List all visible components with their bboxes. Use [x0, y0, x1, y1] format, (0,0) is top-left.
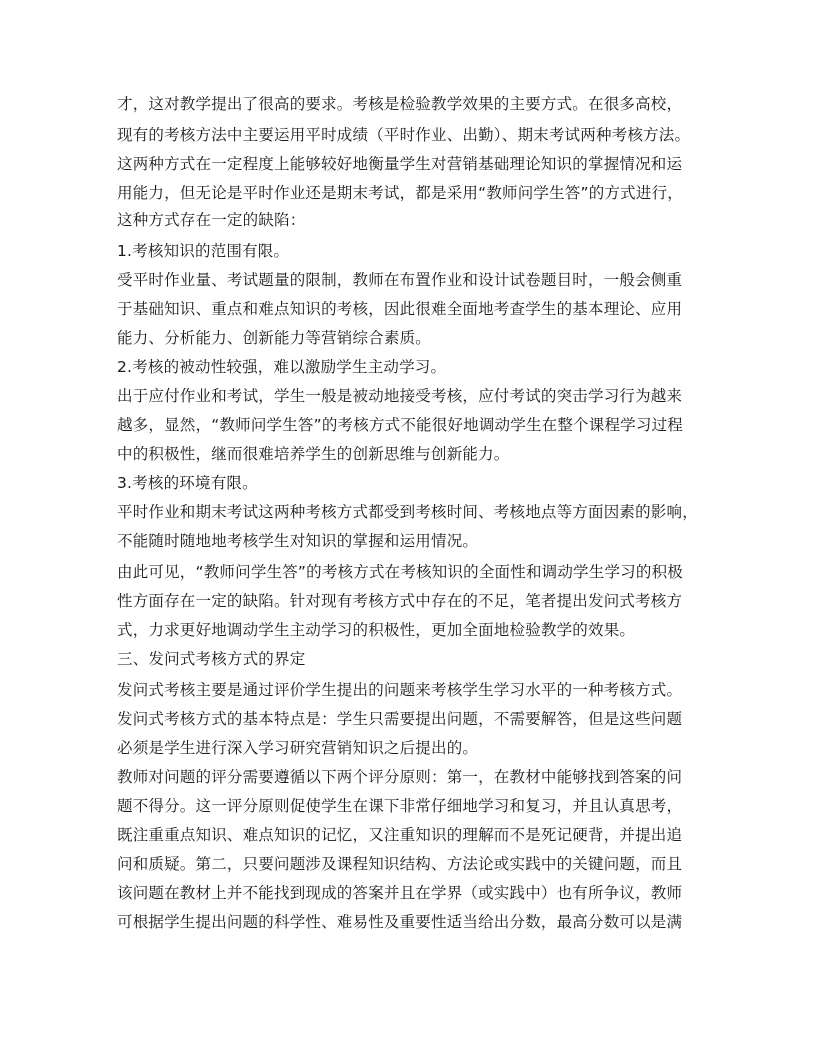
- text-line: 这两种方式在一定程度上能够较好地衡量学生对营销基础理论知识的掌握情况和运: [117, 155, 683, 173]
- text-line: 可根据学生提出问题的科学性、难易性及重要性适当给出分数，最高分数可以是满: [117, 913, 683, 931]
- text-line: 发问式考核方式的基本特点是：学生只需要提出问题，不需要解答，但是这些问题: [117, 710, 683, 728]
- text-line: 能力、分析能力、创新能力等营销综合素质。: [117, 329, 432, 347]
- text-line: 教师对问题的评分需要遵循以下两个评分原则：第一，在教材中能够找到答案的问: [117, 768, 683, 786]
- section-heading: 3.考核的环境有限。: [117, 474, 258, 492]
- text-line: 才，这对教学提出了很高的要求。考核是检验教学效果的主要方式。在很多高校，: [117, 95, 683, 113]
- text-line: 中的积极性，继而很难培养学生的创新思维与创新能力。: [117, 445, 510, 463]
- text-line: 不能随时随地地考核学生对知识的掌握和运用情况。: [117, 532, 479, 550]
- text-line: 题不得分。这一评分原则促使学生在课下非常仔细地学习和复习，并且认真思考，: [117, 797, 683, 815]
- text-line: 既注重重点知识、难点知识的记忆，又注重知识的理解而不是死记硬背，并提出追: [117, 826, 683, 844]
- text-line: 出于应付作业和考试，学生一般是被动地接受考核，应付考试的突击学习行为越来: [117, 387, 683, 405]
- text-line: 这种方式存在一定的缺陷：: [117, 211, 306, 229]
- section-heading: 三、发问式考核方式的界定: [117, 650, 306, 668]
- text-line: 必须是学生进行深入学习研究营销知识之后提出的。: [117, 739, 479, 757]
- text-line: 平时作业和期末考试这两种考核方式都受到考核时间、考核地点等方面因素的影响，: [117, 503, 698, 521]
- section-heading: 2.考核的被动性较强，难以激励学生主动学习。: [117, 358, 447, 376]
- text-line: 越多，显然，“教师问学生答”的考核方式不能很好地调动学生在整个课程学习过程: [117, 416, 683, 434]
- text-line: 式，力求更好地调动学生主动学习的积极性，更加全面地检验教学的效果。: [117, 621, 636, 639]
- text-line: 性方面存在一定的缺陷。针对现有考核方式中存在的不足，笔者提出发问式考核方: [117, 592, 683, 610]
- text-line: 于基础知识、重点和难点知识的考核，因此很难全面地考查学生的基本理论、应用: [117, 300, 683, 318]
- text-line: 由此可见，“教师问学生答”的考核方式在考核知识的全面性和调动学生学习的积极: [117, 563, 683, 581]
- text-line: 受平时作业量、考试题量的限制，教师在布置作业和设计试卷题目时，一般会侧重: [117, 271, 683, 289]
- text-line: 用能力，但无论是平时作业还是期末考试，都是采用“教师问学生答”的方式进行，: [117, 184, 683, 202]
- section-heading: 1.考核知识的范围有限。: [117, 242, 290, 260]
- text-line: 问和质疑。第二，只要问题涉及课程知识结构、方法论或实践中的关键问题，而且: [117, 855, 683, 873]
- text-line: 发问式考核主要是通过评价学生提出的问题来考核学生学习水平的一种考核方式。: [117, 681, 683, 699]
- text-line: 现有的考核方法中主要运用平时成绩（平时作业、出勤）、期末考试两种考核方法。: [117, 126, 691, 144]
- text-line: 该问题在教材上并不能找到现成的答案并且在学界（或实践中）也有所争议，教师: [117, 884, 683, 902]
